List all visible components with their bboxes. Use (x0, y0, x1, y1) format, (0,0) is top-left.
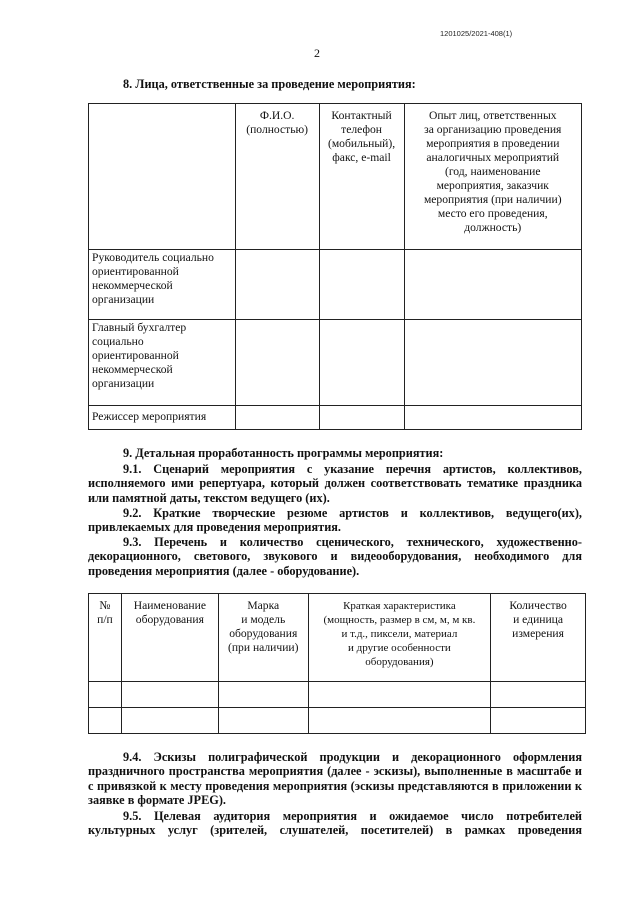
paragraph-9-4: 9.4. Эскизы полиграфической продукции и декорационного оформления праздничного пространства мероприятия (далее - эскизы), выполненные в масштабе и с привязкой к месту проведения мероприятия (эскизы представляются в приложении к заявке в формате JPEG). (88, 750, 582, 808)
table-cell (404, 406, 581, 430)
table-row (89, 406, 582, 430)
table-cell (404, 250, 581, 320)
row-label: Главный бухгалтер социально ориентированной некоммерческой организации (89, 320, 236, 406)
table-header-cell: Количество и единица измерения (491, 594, 586, 682)
table-cell (404, 320, 581, 406)
paragraph-9-3: 9.3. Перечень и количество сценического, технического, художественно-декорационного, светового, звукового и видеооборудования, необходимого для проведения мероприятия (далее - оборудование). (88, 535, 582, 578)
table-row (89, 682, 586, 708)
table-cell (319, 250, 404, 320)
responsible-persons-table (88, 103, 582, 430)
table-cell (319, 406, 404, 430)
table-header-cell: Краткая характеристика (мощность, размер в см, м, м кв. и т.д., пиксели, материал и другие особенности оборудования) (308, 594, 490, 682)
table-row (89, 250, 582, 320)
table-cell (308, 708, 490, 734)
table-header-cell: Ф.И.О. (полностью) (235, 104, 319, 250)
table-cell (235, 320, 319, 406)
table-cell (218, 708, 308, 734)
table-header-cell: Марка и модель оборудования (при наличии) (218, 594, 308, 682)
table-cell (235, 250, 319, 320)
table-cell (218, 682, 308, 708)
table-row (89, 320, 582, 406)
section-9-title: 9. Детальная проработанность программы мероприятия: (123, 446, 444, 460)
row-label: Руководитель социально ориентированной некоммерческой организации (89, 250, 236, 320)
table-header-row (89, 104, 582, 250)
table-cell (235, 406, 319, 430)
equipment-table (88, 593, 586, 734)
paragraph-9-1: 9.1. Сценарий мероприятия с указание перечня артистов, коллективов, исполняемого ими репертуара, который должен соответствовать тематике праздника или памятной даты, текстом ведущего (их). (88, 462, 582, 505)
table-header-cell (89, 104, 236, 250)
table-cell (121, 682, 218, 708)
document-number: 1201025/2021-408(1) (440, 29, 513, 38)
table-cell (89, 708, 122, 734)
row-label: Режиссер мероприятия (89, 406, 236, 430)
table-cell (319, 320, 404, 406)
table-header-row (89, 594, 586, 682)
section-8-title: 8. Лица, ответственные за проведение мероприятия: (123, 77, 416, 91)
paragraph-9-2: 9.2. Краткие творческие резюме артистов и коллективов, ведущего(их), привлекаемых для проведения мероприятия. (88, 506, 582, 535)
table-cell (491, 708, 586, 734)
table-header-cell: Контактный телефон (мобильный), факс, e-mail (319, 104, 404, 250)
table-cell (121, 708, 218, 734)
table-cell (308, 682, 490, 708)
table-cell (89, 682, 122, 708)
page-number: 2 (314, 46, 320, 60)
table-cell (491, 682, 586, 708)
paragraph-9-5: 9.5. Целевая аудитория мероприятия и ожидаемое число потребителей культурных услуг (зрителей, слушателей, посетителей) в рамках проведения (88, 809, 582, 838)
table-header-cell: Опыт лиц, ответственных за организацию проведения мероприятия в проведении аналогичных мероприятий (год, наименование мероприятия, заказчик мероприятия (при наличии) место его проведения, должность) (404, 104, 581, 250)
table-row (89, 708, 586, 734)
table-header-cell: № п/п (89, 594, 122, 682)
table-header-cell: Наименование оборудования (121, 594, 218, 682)
